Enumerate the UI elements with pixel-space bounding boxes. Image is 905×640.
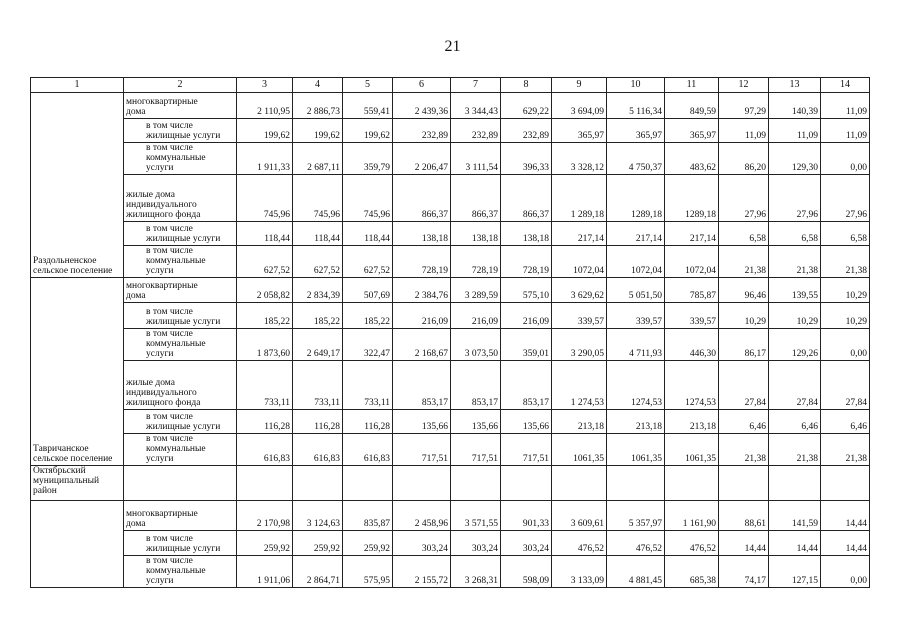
value-cell: 1274,53 (607, 361, 665, 410)
value-cell: 598,09 (501, 556, 552, 588)
value-cell: 3 344,43 (451, 93, 501, 119)
value-cell (821, 466, 870, 501)
row-label-line: жилищного фонда (126, 210, 201, 220)
row-label-line: дома (126, 291, 146, 301)
value-cell: 339,57 (665, 303, 719, 329)
value-cell: 2 886,73 (293, 93, 343, 119)
value-cell: 359,01 (501, 329, 552, 361)
value-cell: 1061,35 (607, 434, 665, 466)
value-cell: 213,18 (552, 410, 607, 434)
row-label-line: в том числе (146, 534, 193, 544)
value-cell: 116,28 (343, 410, 393, 434)
column-header: 13 (769, 78, 821, 93)
table-row (31, 466, 870, 501)
value-cell: 901,33 (501, 501, 552, 531)
value-cell: 853,17 (451, 361, 501, 410)
value-cell: 232,89 (451, 119, 501, 143)
row-label-line: в том числе (146, 556, 193, 566)
value-cell: 322,47 (343, 329, 393, 361)
value-cell (343, 466, 393, 501)
value-cell: 14,44 (769, 531, 821, 556)
table-row (31, 175, 870, 222)
value-cell: 6,46 (821, 410, 870, 434)
column-header: 9 (552, 78, 607, 93)
table-row (31, 222, 870, 246)
value-cell: 1072,04 (607, 246, 665, 278)
value-cell: 27,96 (821, 175, 870, 222)
column-header: 14 (821, 78, 870, 93)
value-cell (552, 466, 607, 501)
value-cell: 11,09 (821, 93, 870, 119)
value-cell: 3 133,09 (552, 556, 607, 588)
value-cell: 127,15 (769, 556, 821, 588)
group-label: Октябрьский муниципальный район (31, 466, 124, 501)
value-cell: 849,59 (665, 93, 719, 119)
value-cell: 1 274,53 (552, 361, 607, 410)
value-cell: 396,33 (501, 143, 552, 175)
row-label-line: жилые дома (126, 190, 175, 200)
value-cell: 853,17 (393, 361, 451, 410)
value-cell: 3 609,61 (552, 501, 607, 531)
value-cell: 627,52 (237, 246, 293, 278)
value-cell: 11,09 (769, 119, 821, 143)
row-label-line: в том числе (146, 329, 193, 339)
row-label (124, 466, 237, 501)
value-cell: 6,58 (821, 222, 870, 246)
value-cell: 86,17 (719, 329, 769, 361)
value-cell: 365,97 (665, 119, 719, 143)
value-cell: 213,18 (665, 410, 719, 434)
value-cell: 3 111,54 (451, 143, 501, 175)
row-label-line: в том числе (146, 143, 193, 153)
value-cell: 199,62 (343, 119, 393, 143)
value-cell: 1 911,06 (237, 556, 293, 588)
value-cell: 216,09 (393, 303, 451, 329)
value-cell: 359,79 (343, 143, 393, 175)
table-row (31, 278, 870, 303)
value-cell: 138,18 (393, 222, 451, 246)
value-cell: 14,44 (821, 531, 870, 556)
value-cell: 185,22 (237, 303, 293, 329)
value-cell: 0,00 (821, 556, 870, 588)
value-cell: 138,18 (451, 222, 501, 246)
value-cell: 476,52 (607, 531, 665, 556)
value-cell: 476,52 (552, 531, 607, 556)
value-cell: 11,09 (821, 119, 870, 143)
value-cell: 259,92 (293, 531, 343, 556)
value-cell: 733,11 (293, 361, 343, 410)
value-cell: 21,38 (821, 246, 870, 278)
value-cell: 0,00 (821, 329, 870, 361)
value-cell: 27,84 (769, 361, 821, 410)
header-row (31, 78, 870, 93)
value-cell: 27,96 (769, 175, 821, 222)
value-cell: 213,18 (607, 410, 665, 434)
table-row (31, 93, 870, 119)
row-label-line: в том числе (146, 307, 193, 317)
value-cell: 5 051,50 (607, 278, 665, 303)
value-cell: 199,62 (237, 119, 293, 143)
row-label-line: в том числе (146, 246, 193, 256)
value-cell: 728,19 (393, 246, 451, 278)
table-row (31, 434, 870, 466)
value-cell: 5 357,97 (607, 501, 665, 531)
value-cell: 3 073,50 (451, 329, 501, 361)
value-cell: 616,83 (343, 434, 393, 466)
row-label (124, 93, 237, 119)
value-cell: 118,44 (237, 222, 293, 246)
value-cell: 1274,53 (665, 361, 719, 410)
table-row (31, 246, 870, 278)
value-cell: 728,19 (451, 246, 501, 278)
value-cell: 2 206,47 (393, 143, 451, 175)
value-cell: 2 058,82 (237, 278, 293, 303)
value-cell: 2 155,72 (393, 556, 451, 588)
value-cell: 2 687,11 (293, 143, 343, 175)
row-label-line: дома (126, 107, 146, 117)
row-label-line: в том числе (146, 121, 193, 131)
value-cell: 685,38 (665, 556, 719, 588)
column-header: 6 (393, 78, 451, 93)
value-cell: 3 289,59 (451, 278, 501, 303)
value-cell: 303,24 (451, 531, 501, 556)
value-cell: 259,92 (237, 531, 293, 556)
value-cell: 446,30 (665, 329, 719, 361)
value-cell: 1289,18 (665, 175, 719, 222)
row-label-line: коммунальные услуги (146, 153, 206, 173)
column-header: 2 (124, 78, 237, 93)
value-cell: 129,30 (769, 143, 821, 175)
column-header: 7 (451, 78, 501, 93)
value-cell: 365,97 (552, 119, 607, 143)
value-cell: 575,95 (343, 556, 393, 588)
value-cell: 616,83 (293, 434, 343, 466)
value-cell: 21,38 (719, 434, 769, 466)
table-row (31, 361, 870, 410)
row-label-line: коммунальные услуги (146, 566, 206, 586)
value-cell: 74,17 (719, 556, 769, 588)
value-cell: 853,17 (501, 361, 552, 410)
group-label: Тавричанское сельское поселение (31, 278, 124, 466)
value-cell: 27,84 (719, 361, 769, 410)
value-cell: 6,58 (719, 222, 769, 246)
value-cell: 138,18 (501, 222, 552, 246)
row-label (124, 246, 237, 278)
row-label-line: в том числе (146, 224, 193, 234)
row-label-line: многоквартирные (126, 97, 198, 107)
value-cell: 10,29 (719, 303, 769, 329)
value-cell: 339,57 (607, 303, 665, 329)
value-cell: 2 864,71 (293, 556, 343, 588)
value-cell: 217,14 (665, 222, 719, 246)
value-cell: 135,66 (501, 410, 552, 434)
row-label (124, 329, 237, 361)
value-cell: 86,20 (719, 143, 769, 175)
value-cell: 3 629,62 (552, 278, 607, 303)
value-cell: 1 161,90 (665, 501, 719, 531)
table-row (31, 303, 870, 329)
value-cell: 135,66 (451, 410, 501, 434)
row-label-line: жилищные услуги (146, 131, 221, 141)
value-cell: 14,44 (719, 531, 769, 556)
row-label (124, 278, 237, 303)
value-cell: 4 750,37 (607, 143, 665, 175)
value-cell: 88,61 (719, 501, 769, 531)
table-row (31, 531, 870, 556)
value-cell: 476,52 (665, 531, 719, 556)
column-header: 11 (665, 78, 719, 93)
table-row (31, 329, 870, 361)
value-cell: 629,22 (501, 93, 552, 119)
row-label (124, 434, 237, 466)
row-label (124, 501, 237, 531)
row-label-line: жилищные услуги (146, 422, 221, 432)
value-cell: 27,84 (821, 361, 870, 410)
row-label (124, 361, 237, 410)
table-row (31, 501, 870, 531)
value-cell: 96,46 (719, 278, 769, 303)
value-cell: 1 289,18 (552, 175, 607, 222)
value-cell: 6,46 (769, 410, 821, 434)
value-cell: 339,57 (552, 303, 607, 329)
value-cell (393, 466, 451, 501)
value-cell: 10,29 (821, 303, 870, 329)
value-cell: 1061,35 (665, 434, 719, 466)
value-cell: 3 328,12 (552, 143, 607, 175)
row-label-line: жилищного фонда (126, 398, 201, 408)
value-cell: 21,38 (769, 434, 821, 466)
row-label-line: жилищные услуги (146, 317, 221, 327)
row-label-line: коммунальные услуги (146, 339, 206, 359)
value-cell: 3 571,55 (451, 501, 501, 531)
value-cell: 6,46 (719, 410, 769, 434)
value-cell: 717,51 (501, 434, 552, 466)
value-cell: 3 124,63 (293, 501, 343, 531)
value-cell (665, 466, 719, 501)
value-cell: 2 439,36 (393, 93, 451, 119)
value-cell: 116,28 (293, 410, 343, 434)
column-header: 12 (719, 78, 769, 93)
value-cell: 2 168,67 (393, 329, 451, 361)
value-cell: 21,38 (769, 246, 821, 278)
value-cell: 4 711,93 (607, 329, 665, 361)
value-cell: 835,87 (343, 501, 393, 531)
value-cell: 217,14 (607, 222, 665, 246)
value-cell: 21,38 (719, 246, 769, 278)
value-cell: 21,38 (821, 434, 870, 466)
value-cell: 785,87 (665, 278, 719, 303)
row-label-line: индивидуального (126, 200, 197, 210)
value-cell: 2 384,76 (393, 278, 451, 303)
value-cell: 118,44 (343, 222, 393, 246)
value-cell: 728,19 (501, 246, 552, 278)
value-cell: 1 911,33 (237, 143, 293, 175)
value-cell: 3 290,05 (552, 329, 607, 361)
value-cell: 745,96 (237, 175, 293, 222)
page-number: 21 (444, 38, 461, 55)
value-cell: 141,59 (769, 501, 821, 531)
row-label (124, 222, 237, 246)
group-label (31, 501, 124, 588)
value-cell: 232,89 (501, 119, 552, 143)
value-cell (769, 466, 821, 501)
value-cell: 575,10 (501, 278, 552, 303)
value-cell (607, 466, 665, 501)
row-label-line: жилищные услуги (146, 544, 221, 554)
value-cell (451, 466, 501, 501)
value-cell: 1072,04 (552, 246, 607, 278)
row-label-line: индивидуального (126, 388, 197, 398)
row-label-line: коммунальные услуги (146, 444, 206, 464)
value-cell: 866,37 (501, 175, 552, 222)
value-cell: 185,22 (293, 303, 343, 329)
table-row (31, 410, 870, 434)
row-label (124, 119, 237, 143)
row-label (124, 143, 237, 175)
value-cell: 2 110,95 (237, 93, 293, 119)
tariff-table (30, 77, 870, 588)
value-cell: 303,24 (501, 531, 552, 556)
column-header: 4 (293, 78, 343, 93)
value-cell: 135,66 (393, 410, 451, 434)
value-cell: 129,26 (769, 329, 821, 361)
column-header: 5 (343, 78, 393, 93)
value-cell: 3 268,31 (451, 556, 501, 588)
value-cell: 216,09 (451, 303, 501, 329)
value-cell: 140,39 (769, 93, 821, 119)
value-cell: 733,11 (237, 361, 293, 410)
value-cell (501, 466, 552, 501)
column-header: 3 (237, 78, 293, 93)
value-cell: 185,22 (343, 303, 393, 329)
value-cell: 27,96 (719, 175, 769, 222)
row-label (124, 531, 237, 556)
row-label (124, 410, 237, 434)
value-cell: 11,09 (719, 119, 769, 143)
row-label (124, 175, 237, 222)
table-row (31, 556, 870, 588)
table-row (31, 119, 870, 143)
value-cell: 866,37 (393, 175, 451, 222)
row-label-line: в том числе (146, 434, 193, 444)
column-header: 10 (607, 78, 665, 93)
value-cell: 627,52 (343, 246, 393, 278)
value-cell: 118,44 (293, 222, 343, 246)
value-cell (293, 466, 343, 501)
value-cell: 232,89 (393, 119, 451, 143)
table-row (31, 143, 870, 175)
value-cell: 365,97 (607, 119, 665, 143)
value-cell: 10,29 (821, 278, 870, 303)
row-label (124, 556, 237, 588)
value-cell: 1072,04 (665, 246, 719, 278)
value-cell: 0,00 (821, 143, 870, 175)
value-cell (719, 466, 769, 501)
value-cell: 483,62 (665, 143, 719, 175)
value-cell: 3 694,09 (552, 93, 607, 119)
row-label-line: многоквартирные (126, 509, 198, 519)
value-cell: 745,96 (343, 175, 393, 222)
group-label: Раздольненское сельское поселение (31, 93, 124, 278)
value-cell: 10,29 (769, 303, 821, 329)
value-cell: 1061,35 (552, 434, 607, 466)
value-cell: 1 873,60 (237, 329, 293, 361)
column-header: 1 (31, 78, 124, 93)
value-cell: 5 116,34 (607, 93, 665, 119)
row-label-line: в том числе (146, 412, 193, 422)
value-cell: 2 170,98 (237, 501, 293, 531)
value-cell: 866,37 (451, 175, 501, 222)
value-cell: 717,51 (393, 434, 451, 466)
value-cell: 6,58 (769, 222, 821, 246)
value-cell: 559,41 (343, 93, 393, 119)
value-cell: 216,09 (501, 303, 552, 329)
value-cell: 717,51 (451, 434, 501, 466)
value-cell: 14,44 (821, 501, 870, 531)
value-cell: 745,96 (293, 175, 343, 222)
column-header: 8 (501, 78, 552, 93)
value-cell (237, 466, 293, 501)
value-cell: 303,24 (393, 531, 451, 556)
row-label-line: многоквартирные (126, 281, 198, 291)
value-cell: 4 881,45 (607, 556, 665, 588)
value-cell: 217,14 (552, 222, 607, 246)
value-cell: 507,69 (343, 278, 393, 303)
value-cell: 259,92 (343, 531, 393, 556)
value-cell: 139,55 (769, 278, 821, 303)
row-label-line: дома (126, 519, 146, 529)
value-cell: 199,62 (293, 119, 343, 143)
row-label-line: жилые дома (126, 378, 175, 388)
value-cell: 627,52 (293, 246, 343, 278)
value-cell: 2 834,39 (293, 278, 343, 303)
row-label (124, 303, 237, 329)
value-cell: 116,28 (237, 410, 293, 434)
value-cell: 2 649,17 (293, 329, 343, 361)
row-label-line: коммунальные услуги (146, 256, 206, 276)
value-cell: 2 458,96 (393, 501, 451, 531)
row-label-line: жилищные услуги (146, 234, 221, 244)
value-cell: 616,83 (237, 434, 293, 466)
value-cell: 1289,18 (607, 175, 665, 222)
value-cell: 97,29 (719, 93, 769, 119)
value-cell: 733,11 (343, 361, 393, 410)
